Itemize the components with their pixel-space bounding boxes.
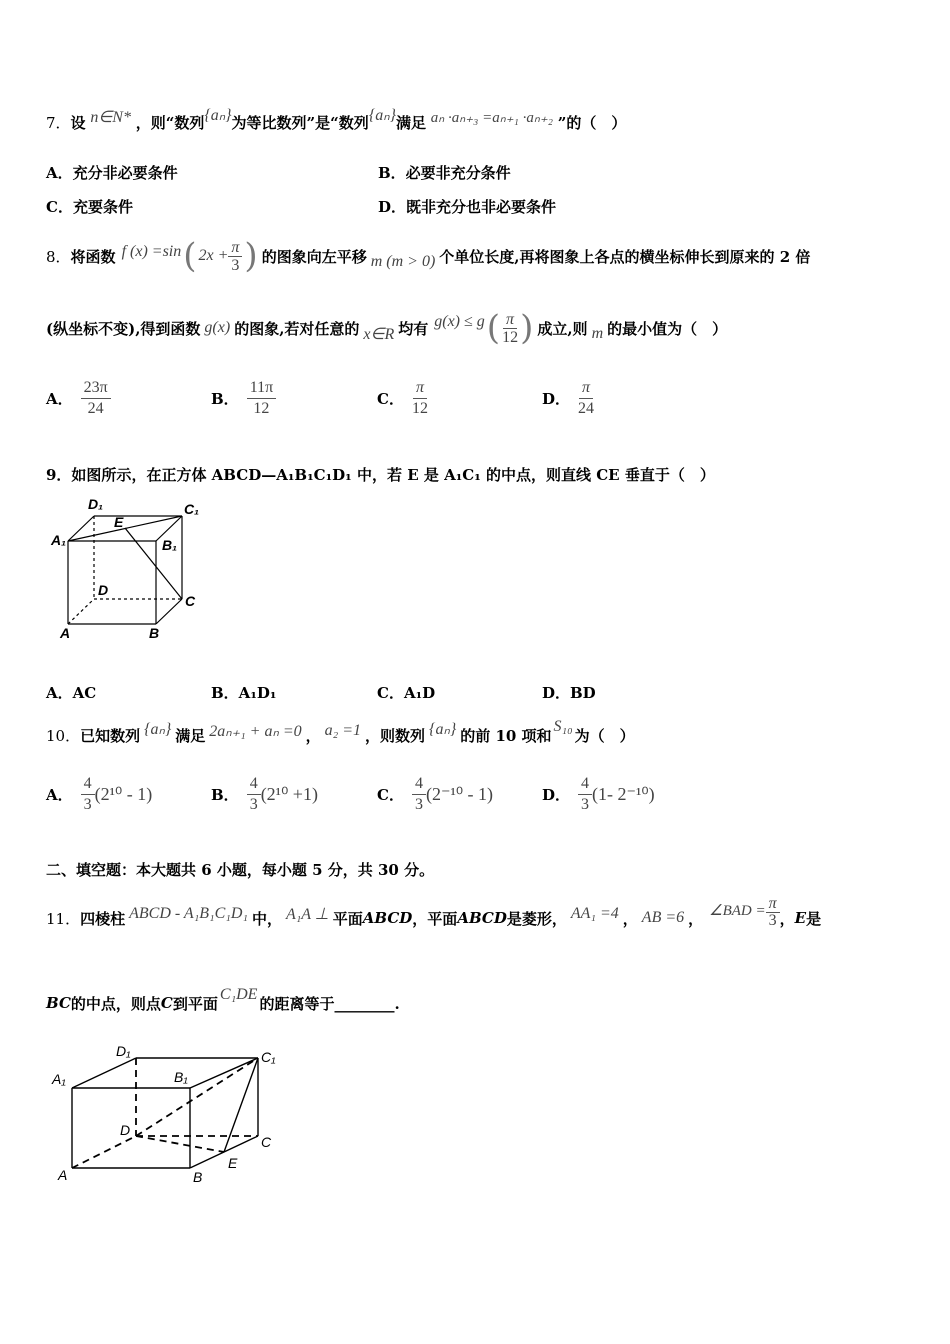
q8-option-c[interactable]: C． $\frac{\pi}{12}$: [377, 379, 428, 417]
q7-option-d[interactable]: D．既非充分也非必要条件: [378, 198, 557, 216]
label-b: B: [193, 1169, 203, 1185]
label-e: E: [228, 1155, 238, 1171]
label-c: C: [261, 1134, 272, 1150]
label-b1: B₁: [174, 1069, 188, 1085]
section-2-heading: 二、填空题：本大题共 6 小题，每小题 5 分，共 30 分。: [46, 861, 435, 879]
q8-option-d[interactable]: D． $\frac{\pi}{24}$: [542, 379, 595, 417]
q8-option-b[interactable]: B． $\frac{11\pi}{12}$: [211, 378, 276, 419]
question-8-stem-line2: (纵坐标不变),得到函数 g(x) 的图象,若对任意的 x∈R 均有 g(x) ≤ g ( $\frac{\pi}{12}$ ) 成立,则 m 的最小值为（ ）: [46, 308, 728, 348]
question-11-stem-line1: 11． 四棱柱 ABCD - A₁B₁C₁D₁ 中， A₁A ⊥ 平面 ABCD ，平面 ABCD 是菱形， AA₁ =4 ， AB =6 ， ∠BAD = $\frac{\pi}{3}$ ， E 是: [46, 894, 822, 929]
label-d1: D₁: [116, 1043, 131, 1059]
label-a1: A₁: [52, 1071, 66, 1087]
question-7-stem: 7．设 n∈N* ，则“数列{aₙ}为等比数列”是“数列{aₙ}满足 aₙ ·aₙ₊₃ =aₙ₊₁ ·aₙ₊₂ ”的（ ）: [46, 107, 627, 132]
label-e: E: [114, 514, 124, 530]
q9-option-d[interactable]: D．BD: [542, 684, 596, 702]
q10-option-a[interactable]: A． $\frac{4}{3}$ (2¹⁰ - 1): [46, 775, 153, 813]
label-d1: D₁: [88, 496, 104, 512]
q8-option-a[interactable]: A． $\frac{23\pi}{24}$: [46, 378, 111, 419]
question-9-stem: 9．如图所示，在正方体 ABCD—A₁B₁C₁D₁ 中，若 E 是 A₁C₁ 的中点，则直线 CE 垂直于（ ）: [46, 466, 715, 484]
q9-option-a[interactable]: A．AC: [46, 684, 97, 702]
q9-cube-figure: [48, 494, 208, 644]
label-c1: C₁: [184, 501, 200, 517]
question-8-stem-line1: 8． 将函数 f (x) =sin ( 2x + $\frac{\pi}{3}$ ) 的图象向左平移 m (m > 0) 个单位长度,再将图象上各点的横坐标伸长到原来的 2 倍: [46, 236, 811, 276]
label-b: B: [149, 625, 160, 641]
q10-option-c[interactable]: C． $\frac{4}{3}$ (2⁻¹⁰ - 1): [377, 775, 494, 813]
q7-option-a[interactable]: A．充分非必要条件: [46, 164, 178, 182]
label-b1: B₁: [162, 537, 178, 553]
q9-option-b[interactable]: B．A₁D₁: [211, 684, 277, 702]
q7-option-b[interactable]: B．必要非充分条件: [378, 164, 511, 182]
question-10-stem: 10． 已知数列 {aₙ} 满足 2aₙ₊₁ + aₙ =0 ， a₂ =1 ，则数列 {aₙ} 的前 10 项和 S₁₀ 为（ ）: [46, 718, 635, 745]
label-d: D: [98, 582, 109, 598]
label-a1: A₁: [51, 532, 67, 548]
q11-prism-figure: [48, 1040, 288, 1190]
q10-option-d[interactable]: D． $\frac{4}{3}$ (1- 2⁻¹⁰): [542, 775, 655, 813]
q7-option-c[interactable]: C．充要条件: [46, 198, 133, 216]
q10-option-b[interactable]: B． $\frac{4}{3}$ (2¹⁰ +1): [211, 775, 318, 813]
label-a: A: [60, 625, 71, 641]
q9-option-c[interactable]: C．A₁D: [377, 684, 436, 702]
question-11-stem-line2: BC 的中点，则点 C 到平面 C₁DE 的距离等于________.: [46, 986, 400, 1013]
label-c1: C₁: [261, 1049, 276, 1065]
label-c: C: [185, 593, 196, 609]
label-a: A: [58, 1167, 68, 1183]
label-d: D: [120, 1122, 131, 1138]
